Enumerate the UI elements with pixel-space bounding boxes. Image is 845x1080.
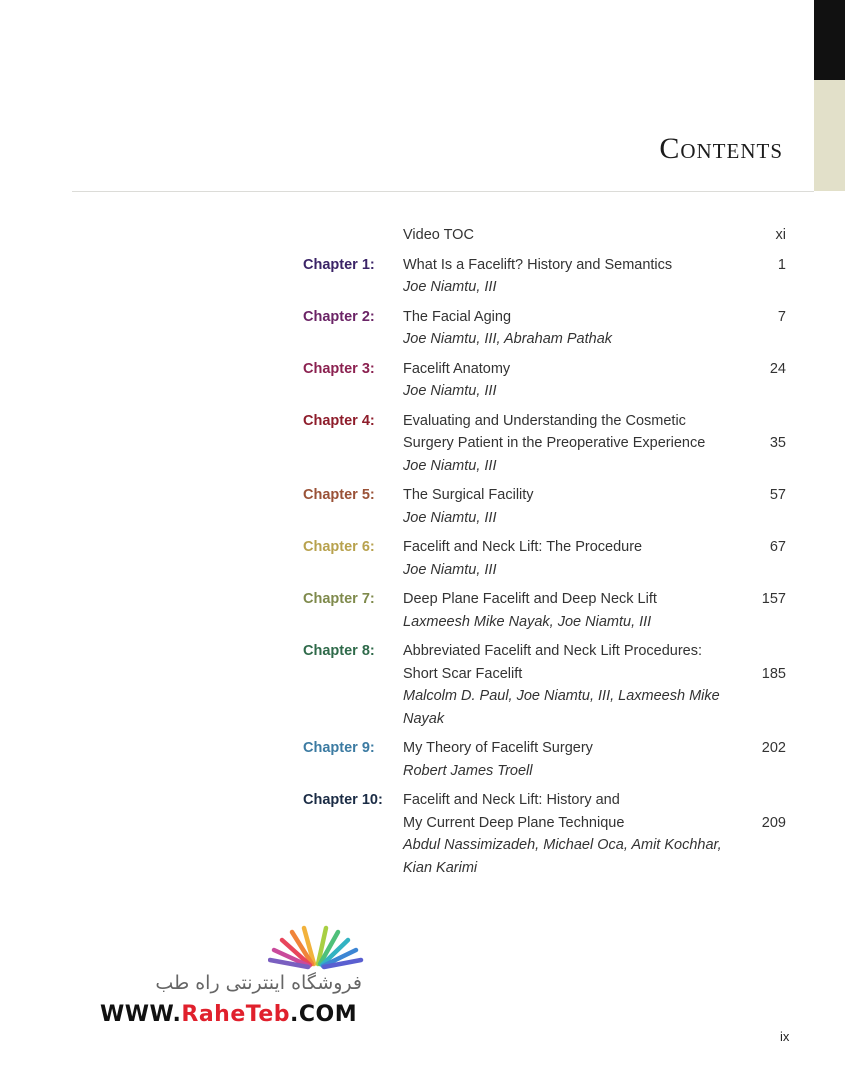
chapter-title-line: Evaluating and Understanding the Cosmetic — [403, 412, 686, 429]
chapter-number: Chapter 1: — [303, 256, 375, 273]
thumb-tab-light — [814, 80, 845, 191]
chapter-number: Chapter 10: — [303, 792, 383, 808]
chapter-page: 202 — [761, 740, 786, 756]
chapter-authors-line: Abdul Nassimizadeh, Michael Oca, Amit Kochhar, — [403, 837, 722, 853]
chapter-page: 57 — [769, 487, 786, 503]
chapter-page: 24 — [769, 360, 786, 377]
chapter-page: 157 — [761, 591, 786, 607]
toc-entry-video[interactable] — [303, 224, 786, 247]
chapter-authors-line: Kian Karimi — [403, 859, 478, 876]
chapter-page: 67 — [769, 539, 786, 555]
toc-entry[interactable] — [303, 410, 786, 478]
chapter-title-line: Facelift and Neck Lift: The Procedure — [403, 539, 643, 555]
chapter-page: 35 — [769, 435, 786, 451]
chapter-number: Chapter 7: — [303, 591, 375, 607]
chapter-authors-line: Robert James Troell — [403, 762, 533, 779]
page-number: ix — [780, 1029, 790, 1044]
chapter-title-line: Facelift Anatomy — [403, 360, 511, 377]
chapter-title-line: Surgery Patient in the Preoperative Experience — [403, 435, 706, 451]
table-of-contents — [303, 224, 786, 886]
chapter-number: Chapter 6: — [303, 539, 375, 555]
chapter-number: Chapter 5: — [303, 487, 375, 503]
chapter-authors-line: Laxmeesh Mike Nayak, Joe Niamtu, III — [403, 613, 652, 630]
chapter-page: 209 — [761, 814, 786, 831]
chapter-authors-line: Joe Niamtu, III — [403, 457, 497, 474]
open-book-icon — [268, 920, 364, 970]
chapter-title-line: What Is a Facelift? History and Semantics — [403, 256, 673, 273]
chapter-title-line: Facelift and Neck Lift: History and — [403, 792, 620, 808]
chapter-title-line: Deep Plane Facelift and Deep Neck Lift — [403, 591, 657, 607]
chapter-title-line: Abbreviated Facelift and Neck Lift Procedures: — [403, 643, 703, 659]
chapter-authors-line: Malcolm D. Paul, Joe Niamtu, III, Laxmeesh Mike Nayak — [403, 688, 720, 727]
toc-entry[interactable] — [303, 254, 786, 299]
toc-entry[interactable] — [303, 484, 786, 529]
chapter-page: 7 — [777, 308, 786, 325]
toc-entry[interactable] — [303, 737, 786, 782]
toc-entry[interactable] — [303, 640, 786, 730]
chapter-title-line: The Surgical Facility — [403, 487, 534, 503]
chapter-page: 1 — [777, 256, 786, 273]
toc-video-page: xi — [775, 227, 786, 243]
watermark-url-brand: RaheTeb — [181, 1002, 290, 1027]
toc-entry[interactable] — [303, 789, 786, 879]
chapter-authors-line: Joe Niamtu, III — [403, 561, 497, 578]
watermark-persian-text: فروشگاه اینترنتی راه طب — [155, 972, 362, 994]
chapter-number: Chapter 2: — [303, 308, 375, 325]
page-title: Contents — [659, 132, 783, 165]
chapter-authors-line: Joe Niamtu, III — [403, 509, 497, 526]
chapter-authors-line: Joe Niamtu, III, Abraham Pathak — [403, 331, 613, 347]
chapter-title-line: The Facial Aging — [403, 308, 512, 325]
toc-entry[interactable] — [303, 358, 786, 403]
watermark-url-suffix: .COM — [290, 1002, 358, 1027]
toc-entry[interactable] — [303, 306, 786, 351]
chapter-number: Chapter 9: — [303, 740, 375, 756]
chapter-number: Chapter 3: — [303, 360, 375, 377]
chapter-authors-line: Joe Niamtu, III — [403, 279, 497, 295]
toc-entry[interactable] — [303, 536, 786, 581]
chapter-number: Chapter 8: — [303, 643, 375, 659]
watermark-url-prefix: WWW. — [100, 1002, 182, 1027]
chapter-title-line: My Theory of Facelift Surgery — [403, 740, 593, 756]
chapter-title-line: My Current Deep Plane Technique — [403, 814, 625, 831]
toc-video-label: Video TOC — [403, 227, 474, 243]
watermark-url[interactable] — [100, 1002, 357, 1027]
chapter-page: 185 — [761, 665, 786, 682]
chapter-title-line: Short Scar Facelift — [403, 665, 523, 682]
thumb-tab-dark — [814, 0, 845, 80]
title-rule — [72, 191, 814, 192]
chapter-number: Chapter 4: — [303, 412, 375, 429]
toc-entry[interactable] — [303, 588, 786, 633]
watermark-logo — [100, 920, 362, 1030]
chapter-authors-line: Joe Niamtu, III — [403, 383, 497, 399]
